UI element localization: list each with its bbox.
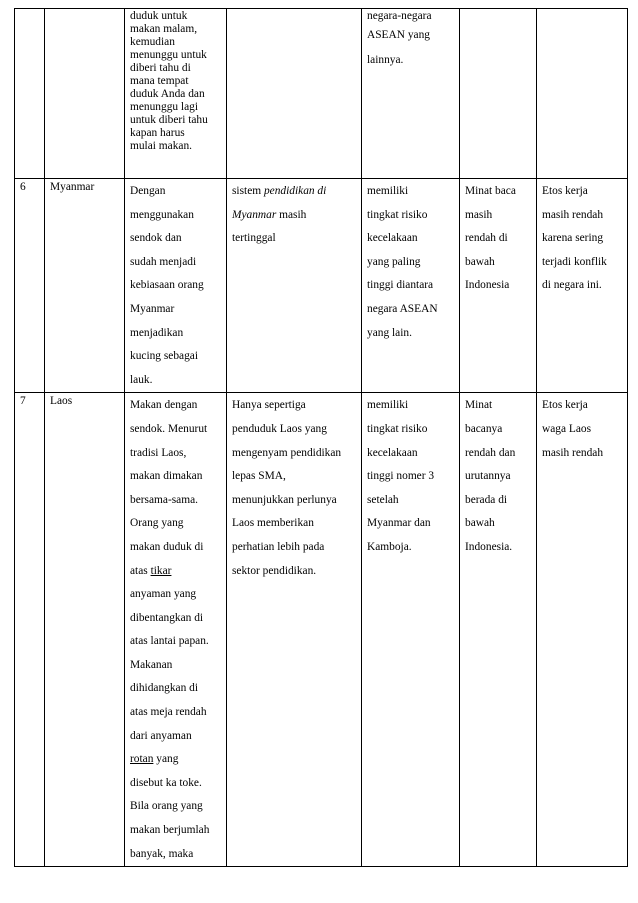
cell-education [227,393,362,867]
education-text: sistem pendidikan di Myanmar masih tertinggal [232,185,327,245]
country-comparison-table [14,8,628,867]
table-row [15,9,628,179]
work-text: Etos kerja masih rendah karena sering terjadi konflik di negara ini. [542,185,607,292]
cell-work [537,179,628,393]
reading-text: Minat baca masih rendah di bawah Indonesia [465,185,516,292]
italic-term: pendidikan di [263,185,327,197]
risk-text: memiliki tingkat risiko kecelakaan yang paling tinggi diantara negara ASEAN yang lain. [367,185,438,339]
underlined-term: rotan [130,753,154,766]
education-text: Hanya sepertiga penduduk Laos yang mengenyam pendidikan lepas SMA, menunjukkan perlunya Laos memberikan perhatian lebih pada sektor pendidikan. [232,399,342,577]
food-text: duduk untuk makan malam, kemudian menunggu untuk diberi tahu di mana tempat duduk Anda dan menunggu lagi untuk diberi tahu kapan harus mulai makan. [130,10,208,152]
table-row [15,393,628,867]
cell-no: 7 [15,393,45,867]
cell-education [227,179,362,393]
cell-risk [362,393,460,867]
cell-risk [362,9,460,179]
cell-country: Myanmar [45,179,125,393]
cell-no [15,9,45,179]
underlined-term: tikar [150,564,172,577]
risk-text: memiliki tingkat risiko kecelakaan tinggi nomer 3 setelah Myanmar dan Kamboja. [367,399,435,553]
cell-work [537,9,628,179]
reading-text: Minat bacanya rendah dan urutannya berada di bawah Indonesia. [465,399,516,553]
cell-reading [460,9,537,179]
cell-work [537,393,628,867]
table-row [15,179,628,393]
work-text: Etos kerja waga Laos masih rendah [542,399,604,459]
cell-risk [362,179,460,393]
cell-food [125,9,227,179]
food-text: Makan dengan sendok. Menurut tradisi Laos, makan dimakan bersama-sama. Orang yang makan duduk di atas tikar anyaman yang dibentangkan di atas lantai papan. Makanan dihidangkan di atas meja rendah dari anyaman rotan yang disebut ka toke. Bila orang yang makan berjumlah banyak, maka [130,399,210,860]
food-text: Dengan menggunakan sendok dan sudah menjadi kebiasaan orang Myanmar menjadikan kucing sebagai lauk. [130,185,204,386]
risk-text: negara-negara ASEAN yang lainnya. [367,10,432,66]
cell-education [227,9,362,179]
cell-reading [460,393,537,867]
cell-reading [460,179,537,393]
cell-country [45,9,125,179]
cell-food [125,393,227,867]
cell-food [125,179,227,393]
cell-country: Laos [45,393,125,867]
cell-no: 6 [15,179,45,393]
italic-term: Myanmar [232,208,277,221]
